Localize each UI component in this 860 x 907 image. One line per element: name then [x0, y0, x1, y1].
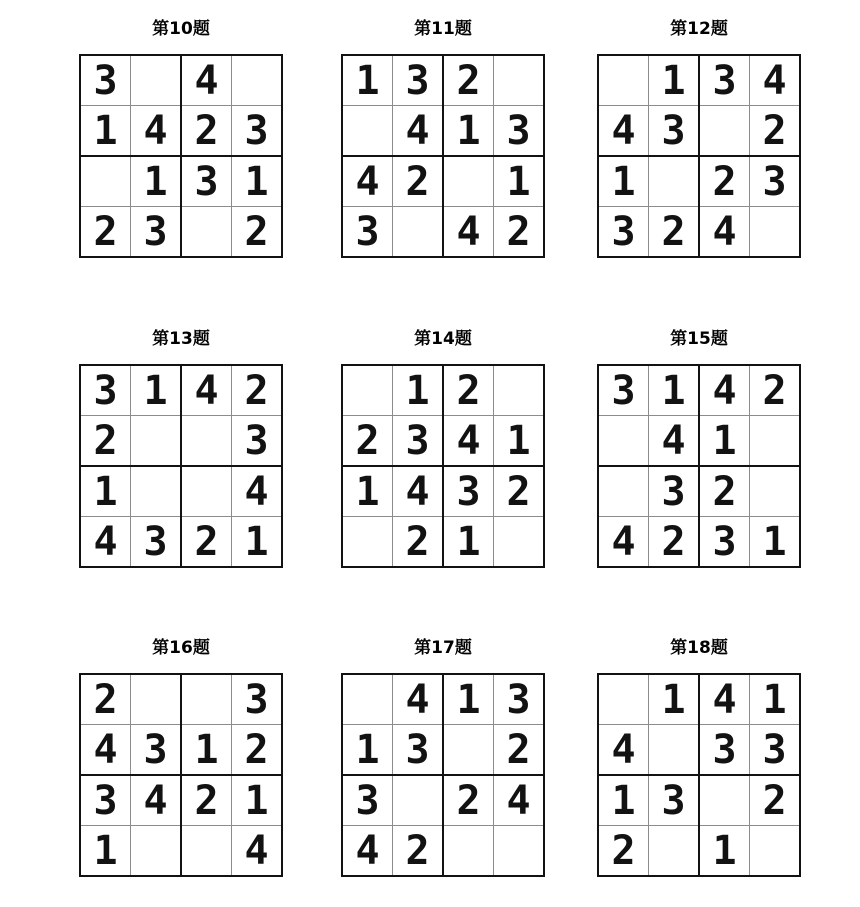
grid-cell — [598, 55, 649, 106]
grid-cell — [131, 416, 182, 467]
grid-row — [342, 365, 544, 416]
puzzle-grid — [597, 673, 801, 877]
grid-cell: 4 — [598, 725, 649, 776]
grid-cell — [181, 416, 232, 467]
grid-cell: 2 — [494, 466, 545, 517]
grid-cell — [649, 826, 700, 877]
grid-cell: 2 — [342, 416, 393, 467]
puzzle-grid — [341, 364, 545, 568]
puzzle-grid — [79, 673, 283, 877]
grid-cell: 1 — [750, 674, 801, 725]
grid-cell: 1 — [393, 365, 444, 416]
grid-row — [80, 466, 282, 517]
grid-cell — [232, 55, 283, 106]
grid-cell: 1 — [750, 517, 801, 568]
puzzle-block-10 — [79, 17, 283, 258]
puzzle-title: 第12题 — [670, 19, 728, 39]
grid-cell — [443, 725, 494, 776]
grid-row — [598, 156, 800, 207]
grid-cell: 1 — [699, 826, 750, 877]
grid-cell: 1 — [80, 466, 131, 517]
grid-row — [80, 725, 282, 776]
grid-cell: 3 — [494, 106, 545, 157]
grid-row — [598, 517, 800, 568]
grid-cell — [342, 106, 393, 157]
grid-cell — [80, 156, 131, 207]
grid-row — [80, 207, 282, 258]
puzzle-title: 第10题 — [152, 19, 210, 39]
grid-row — [342, 517, 544, 568]
grid-row — [342, 416, 544, 467]
grid-cell: 2 — [649, 517, 700, 568]
grid-cell: 2 — [393, 826, 444, 877]
puzzle-block-18 — [597, 636, 801, 877]
puzzle-block-14 — [341, 327, 545, 568]
grid-cell: 3 — [232, 416, 283, 467]
grid-cell: 2 — [181, 517, 232, 568]
grid-cell: 4 — [232, 466, 283, 517]
puzzle-block-12 — [597, 17, 801, 258]
grid-cell: 2 — [598, 826, 649, 877]
grid-cell — [649, 725, 700, 776]
grid-cell — [494, 517, 545, 568]
grid-cell: 1 — [494, 156, 545, 207]
grid-row — [342, 156, 544, 207]
grid-cell: 1 — [649, 55, 700, 106]
grid-cell: 1 — [649, 365, 700, 416]
grid-row — [80, 106, 282, 157]
grid-cell: 3 — [80, 55, 131, 106]
grid-cell: 3 — [494, 674, 545, 725]
puzzle-title: 第13题 — [152, 329, 210, 349]
grid-cell: 3 — [131, 517, 182, 568]
grid-cell: 4 — [750, 55, 801, 106]
grid-cell — [750, 826, 801, 877]
grid-cell: 1 — [342, 466, 393, 517]
grid-cell: 1 — [699, 416, 750, 467]
grid-cell: 2 — [393, 156, 444, 207]
grid-cell: 2 — [750, 365, 801, 416]
grid-cell — [494, 365, 545, 416]
grid-cell: 1 — [342, 55, 393, 106]
grid-cell: 3 — [131, 725, 182, 776]
puzzle-title: 第18题 — [670, 638, 728, 658]
puzzle-title: 第17题 — [414, 638, 472, 658]
grid-cell: 4 — [342, 156, 393, 207]
puzzle-grid — [79, 54, 283, 258]
grid-cell — [393, 207, 444, 258]
grid-cell: 2 — [494, 207, 545, 258]
grid-cell: 4 — [649, 416, 700, 467]
grid-cell — [494, 55, 545, 106]
grid-cell: 1 — [598, 156, 649, 207]
grid-cell: 3 — [342, 207, 393, 258]
grid-cell: 1 — [232, 775, 283, 826]
grid-cell: 2 — [80, 416, 131, 467]
grid-cell: 4 — [80, 517, 131, 568]
grid-cell: 3 — [649, 106, 700, 157]
grid-cell — [393, 775, 444, 826]
grid-row — [80, 156, 282, 207]
grid-cell: 4 — [699, 207, 750, 258]
grid-cell — [443, 826, 494, 877]
grid-cell: 4 — [443, 416, 494, 467]
grid-cell: 4 — [494, 775, 545, 826]
grid-cell — [131, 826, 182, 877]
grid-cell: 1 — [80, 106, 131, 157]
grid-cell: 4 — [598, 517, 649, 568]
grid-row — [598, 55, 800, 106]
grid-row — [342, 106, 544, 157]
grid-cell: 2 — [80, 674, 131, 725]
grid-row — [80, 826, 282, 877]
grid-cell: 1 — [181, 725, 232, 776]
puzzle-title: 第15题 — [670, 329, 728, 349]
grid-cell: 4 — [699, 365, 750, 416]
grid-cell: 1 — [342, 725, 393, 776]
grid-cell: 4 — [699, 674, 750, 725]
grid-cell: 2 — [443, 365, 494, 416]
grid-row — [80, 416, 282, 467]
grid-cell: 4 — [393, 674, 444, 725]
grid-cell: 2 — [181, 106, 232, 157]
grid-row — [598, 826, 800, 877]
puzzle-block-13 — [79, 327, 283, 568]
grid-cell: 3 — [80, 775, 131, 826]
grid-cell: 1 — [443, 106, 494, 157]
grid-cell: 4 — [80, 725, 131, 776]
grid-cell: 3 — [393, 416, 444, 467]
grid-cell: 2 — [750, 775, 801, 826]
grid-cell — [181, 826, 232, 877]
grid-row — [598, 416, 800, 467]
grid-cell: 3 — [393, 725, 444, 776]
grid-cell: 3 — [649, 466, 700, 517]
grid-cell: 4 — [131, 775, 182, 826]
grid-row — [342, 725, 544, 776]
grid-cell: 3 — [699, 517, 750, 568]
puzzle-grid — [79, 364, 283, 568]
grid-cell — [699, 106, 750, 157]
grid-row — [342, 674, 544, 725]
grid-row — [80, 365, 282, 416]
grid-cell — [494, 826, 545, 877]
grid-row — [80, 674, 282, 725]
grid-cell: 2 — [232, 365, 283, 416]
grid-row — [342, 207, 544, 258]
grid-cell — [181, 674, 232, 725]
grid-cell — [131, 674, 182, 725]
grid-cell: 1 — [80, 826, 131, 877]
grid-cell: 1 — [232, 517, 283, 568]
grid-row — [598, 775, 800, 826]
grid-cell: 4 — [181, 365, 232, 416]
grid-row — [342, 775, 544, 826]
grid-cell: 2 — [699, 156, 750, 207]
grid-cell — [598, 416, 649, 467]
grid-cell — [342, 674, 393, 725]
grid-cell: 1 — [494, 416, 545, 467]
grid-cell: 3 — [699, 725, 750, 776]
grid-cell: 2 — [393, 517, 444, 568]
grid-cell: 1 — [649, 674, 700, 725]
grid-cell: 3 — [181, 156, 232, 207]
grid-cell — [131, 466, 182, 517]
grid-row — [80, 517, 282, 568]
puzzle-title: 第16题 — [152, 638, 210, 658]
grid-cell: 4 — [342, 826, 393, 877]
grid-cell: 3 — [80, 365, 131, 416]
grid-row — [598, 207, 800, 258]
grid-cell: 1 — [443, 517, 494, 568]
puzzle-block-16 — [79, 636, 283, 877]
grid-cell — [750, 416, 801, 467]
grid-cell: 4 — [393, 106, 444, 157]
grid-row — [342, 55, 544, 106]
grid-cell: 3 — [232, 674, 283, 725]
grid-cell — [649, 156, 700, 207]
grid-cell: 3 — [443, 466, 494, 517]
grid-cell: 3 — [232, 106, 283, 157]
grid-cell: 2 — [232, 207, 283, 258]
grid-cell — [443, 156, 494, 207]
grid-cell: 1 — [598, 775, 649, 826]
puzzle-title: 第11题 — [414, 19, 472, 39]
grid-row — [598, 725, 800, 776]
puzzle-grid — [597, 364, 801, 568]
puzzle-block-15 — [597, 327, 801, 568]
grid-cell: 3 — [598, 207, 649, 258]
grid-cell: 1 — [443, 674, 494, 725]
puzzle-grid — [597, 54, 801, 258]
puzzle-grid — [341, 673, 545, 877]
grid-row — [598, 674, 800, 725]
grid-cell: 4 — [131, 106, 182, 157]
grid-cell — [598, 674, 649, 725]
grid-cell: 1 — [232, 156, 283, 207]
grid-cell — [181, 207, 232, 258]
grid-cell: 4 — [393, 466, 444, 517]
grid-cell — [598, 466, 649, 517]
grid-cell: 3 — [699, 55, 750, 106]
grid-cell: 2 — [181, 775, 232, 826]
grid-cell — [750, 207, 801, 258]
grid-cell: 3 — [750, 156, 801, 207]
puzzle-grid — [341, 54, 545, 258]
grid-cell: 3 — [393, 55, 444, 106]
grid-cell: 3 — [131, 207, 182, 258]
grid-cell: 3 — [598, 365, 649, 416]
grid-cell: 4 — [443, 207, 494, 258]
grid-cell: 1 — [131, 365, 182, 416]
grid-cell — [750, 466, 801, 517]
grid-cell: 2 — [232, 725, 283, 776]
puzzle-title: 第14题 — [414, 329, 472, 349]
grid-cell: 3 — [342, 775, 393, 826]
grid-cell — [342, 365, 393, 416]
grid-row — [80, 55, 282, 106]
grid-row — [598, 466, 800, 517]
grid-cell: 3 — [750, 725, 801, 776]
grid-cell — [181, 466, 232, 517]
grid-row — [80, 775, 282, 826]
grid-cell: 3 — [649, 775, 700, 826]
grid-cell: 2 — [443, 55, 494, 106]
grid-cell: 4 — [232, 826, 283, 877]
grid-cell: 4 — [181, 55, 232, 106]
grid-cell — [131, 55, 182, 106]
grid-cell — [342, 517, 393, 568]
grid-cell: 4 — [598, 106, 649, 157]
grid-row — [342, 466, 544, 517]
grid-row — [598, 106, 800, 157]
grid-row — [598, 365, 800, 416]
puzzle-block-11 — [341, 17, 545, 258]
grid-cell — [699, 775, 750, 826]
grid-cell: 2 — [494, 725, 545, 776]
grid-cell: 2 — [699, 466, 750, 517]
puzzle-block-17 — [341, 636, 545, 877]
grid-cell: 2 — [750, 106, 801, 157]
grid-cell: 2 — [80, 207, 131, 258]
grid-cell: 2 — [443, 775, 494, 826]
grid-cell: 2 — [649, 207, 700, 258]
grid-row — [342, 826, 544, 877]
grid-cell: 1 — [131, 156, 182, 207]
